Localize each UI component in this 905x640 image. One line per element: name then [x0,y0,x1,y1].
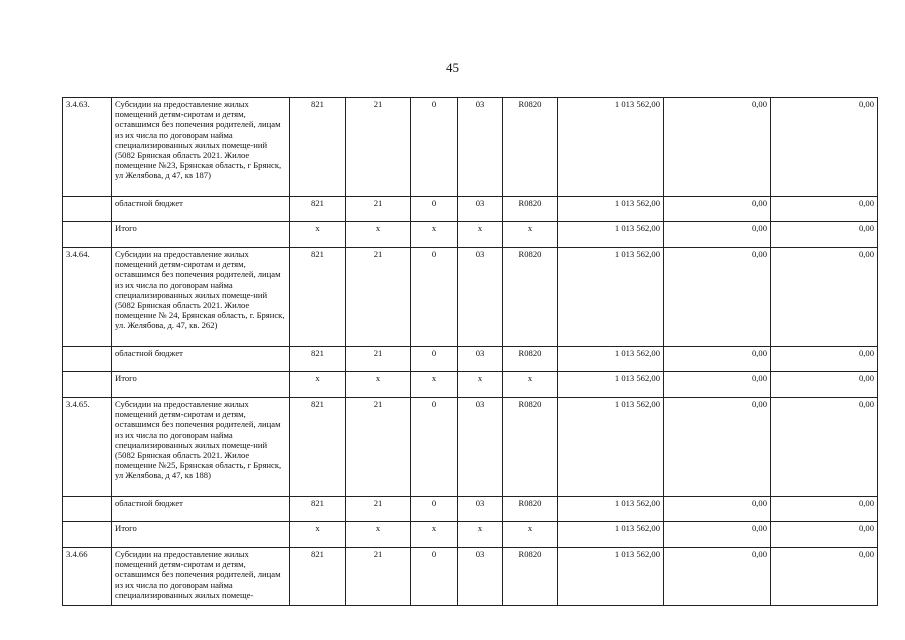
cell-grbs: x [290,372,346,398]
cell-description: Субсидии на предоставление жилых помещений детям-сиротам и детям, оставшимся без попечения родителей, лицам из их числа по договорам найма специализированных жилых помеще- [112,548,290,606]
cell-amount-1: 1 013 562,00 [558,222,664,248]
cell-section: 21 [346,197,411,222]
cell-program: 03 [458,398,503,497]
cell-code: 3.4.65. [63,398,112,497]
cell-grbs: 821 [290,548,346,606]
cell-amount-3: 0,00 [771,347,878,372]
cell-code: 3.4.64. [63,248,112,347]
cell-subsection: x [411,222,458,248]
cell-code [63,372,112,398]
table-row [63,497,878,522]
cell-amount-3: 0,00 [771,248,878,347]
cell-program: 03 [458,548,503,606]
page-number: 45 [446,60,459,75]
cell-amount-3: 0,00 [771,197,878,222]
cell-program: 03 [458,497,503,522]
cell-amount-1: 1 013 562,00 [558,548,664,606]
cell-amount-2: 0,00 [664,347,771,372]
cell-amount-2: 0,00 [664,197,771,222]
cell-amount-1: 1 013 562,00 [558,347,664,372]
cell-amount-3: 0,00 [771,497,878,522]
cell-code [63,497,112,522]
cell-amount-2: 0,00 [664,548,771,606]
cell-code: 3.4.66 [63,548,112,606]
table-row [63,522,878,548]
cell-code [63,347,112,372]
cell-target-article: R0820 [503,497,558,522]
cell-amount-2: 0,00 [664,98,771,197]
cell-amount-2: 0,00 [664,398,771,497]
cell-target-article: x [503,372,558,398]
cell-amount-1: 1 013 562,00 [558,497,664,522]
cell-section: x [346,222,411,248]
cell-program: x [458,522,503,548]
budget-table [62,97,878,606]
table-row [63,372,878,398]
cell-subsection: 0 [411,548,458,606]
cell-description: областной бюджет [112,197,290,222]
cell-target-article: x [503,222,558,248]
cell-target-article: R0820 [503,347,558,372]
table-row [63,222,878,248]
cell-section: 21 [346,497,411,522]
cell-grbs: 821 [290,347,346,372]
cell-subsection: 0 [411,98,458,197]
cell-grbs: 821 [290,197,346,222]
cell-description: Итого [112,222,290,248]
cell-code [63,222,112,248]
cell-subsection: 0 [411,248,458,347]
cell-amount-1: 1 013 562,00 [558,98,664,197]
cell-section: x [346,522,411,548]
cell-code [63,522,112,548]
table-row [63,98,878,197]
cell-program: 03 [458,197,503,222]
cell-description: областной бюджет [112,347,290,372]
cell-section: 21 [346,98,411,197]
cell-description: областной бюджет [112,497,290,522]
cell-grbs: 821 [290,98,346,197]
cell-section: 21 [346,248,411,347]
cell-subsection: x [411,372,458,398]
cell-description: Итого [112,522,290,548]
cell-amount-3: 0,00 [771,398,878,497]
table-body [63,98,878,606]
cell-description: Субсидии на предоставление жилых помещений детям-сиротам и детям, оставшимся без попечения родителей, лицам из их числа по договорам найма специализированных жилых помеще-ний (5082 Брянская область 2021. Жилое помещение № 24, Брянская область, г. Брянск, ул. Желябова, д. 47, кв. 262) [112,248,290,347]
cell-amount-2: 0,00 [664,248,771,347]
cell-amount-3: 0,00 [771,222,878,248]
cell-subsection: 0 [411,398,458,497]
cell-grbs: 821 [290,248,346,347]
cell-subsection: 0 [411,497,458,522]
cell-program: 03 [458,347,503,372]
cell-grbs: x [290,222,346,248]
cell-program: x [458,372,503,398]
cell-amount-3: 0,00 [771,98,878,197]
cell-amount-1: 1 013 562,00 [558,372,664,398]
cell-grbs: 821 [290,398,346,497]
cell-section: 21 [346,398,411,497]
cell-amount-1: 1 013 562,00 [558,197,664,222]
cell-subsection: x [411,522,458,548]
cell-grbs: x [290,522,346,548]
cell-program: 03 [458,248,503,347]
cell-amount-2: 0,00 [664,522,771,548]
cell-section: x [346,372,411,398]
table-row [63,248,878,347]
cell-amount-3: 0,00 [771,522,878,548]
cell-program: 03 [458,98,503,197]
cell-description: Итого [112,372,290,398]
cell-target-article: R0820 [503,98,558,197]
cell-amount-1: 1 013 562,00 [558,398,664,497]
cell-code [63,197,112,222]
cell-subsection: 0 [411,347,458,372]
cell-code: 3.4.63. [63,98,112,197]
cell-amount-2: 0,00 [664,222,771,248]
cell-target-article: x [503,522,558,548]
cell-target-article: R0820 [503,197,558,222]
cell-section: 21 [346,548,411,606]
cell-program: x [458,222,503,248]
cell-description: Субсидии на предоставление жилых помещений детям-сиротам и детям, оставшимся без попечения родителей, лицам из их числа по договорам найма специализированных жилых помеще-ний (5082 Брянская область 2021. Жилое помещение №25, Брянская область, г Брянск, ул Желябова, д 47, кв 188) [112,398,290,497]
cell-description: Субсидии на предоставление жилых помещений детям-сиротам и детям, оставшимся без попечения родителей, лицам из их числа по договорам найма специализированных жилых помеще-ний (5082 Брянская область 2021. Жилое помещение №23, Брянская область, г Брянск, ул Желябова, д 47, кв 187) [112,98,290,197]
cell-amount-3: 0,00 [771,548,878,606]
cell-target-article: R0820 [503,248,558,347]
cell-target-article: R0820 [503,398,558,497]
cell-section: 21 [346,347,411,372]
cell-amount-1: 1 013 562,00 [558,248,664,347]
table-row [63,548,878,606]
cell-target-article: R0820 [503,548,558,606]
cell-amount-2: 0,00 [664,497,771,522]
table-row [63,347,878,372]
cell-grbs: 821 [290,497,346,522]
cell-subsection: 0 [411,197,458,222]
cell-amount-1: 1 013 562,00 [558,522,664,548]
table-row [63,398,878,497]
cell-amount-3: 0,00 [771,372,878,398]
cell-amount-2: 0,00 [664,372,771,398]
table-row [63,197,878,222]
